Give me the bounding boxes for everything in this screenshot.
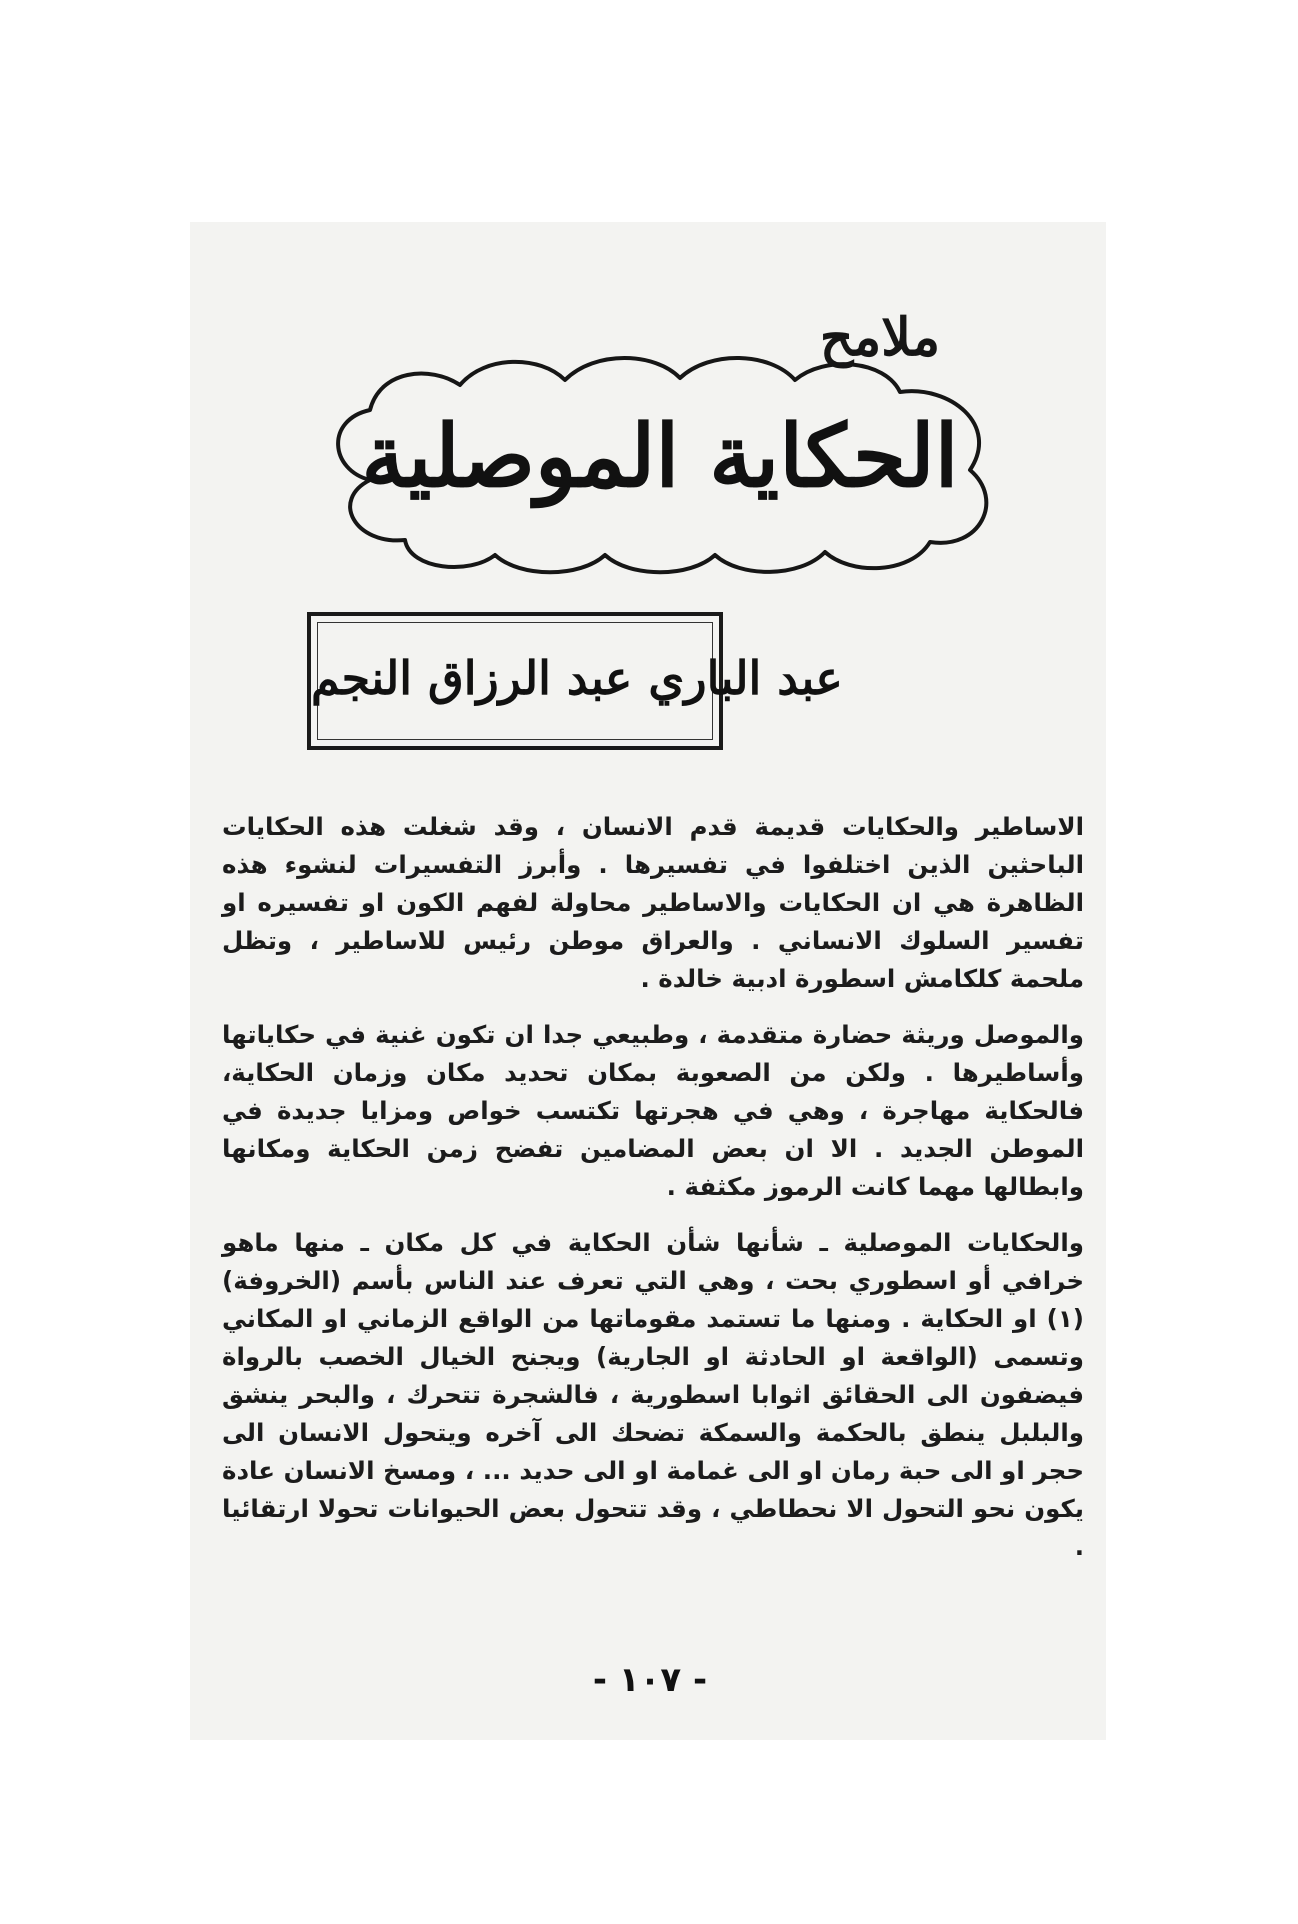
title-cloud (310, 330, 1010, 580)
paragraph-3: والحكايات الموصلية ـ شأنها شأن الحكاية في كل مكان ـ منها ماهو خرافي أو اسطوري بحت ، وهي التي تعرف عند الناس بأسم (الخروفة)(١) او الحكاية . ومنها ما تستمد مقوماتها من الواقع الزماني او المكاني وتسمى (الواقعة او الحادثة او الجارية) ويجنح الخيال الخصب بالرواة فيضفون الى الحقائق اثوابا اسطورية ، فالشجرة تتحرك ، والبحر ينشق والبلبل ينطق بالحكمة والسمكة تضحك الى آخره ويتحول الانسان الى حجر او الى حبة رمان او الى غمامة او الى حديد ... ، ومسخ الانسان عادة يكون نحو التحول الا نحطاطي ، وقد تتحول بعض الحيوانات تحولا ارتقائيا . (222, 1228, 1084, 1561)
title-top: ملامح (819, 307, 941, 368)
title-main: الحكاية الموصلية (361, 406, 959, 507)
author-box (307, 612, 843, 750)
paragraph-1: الاساطير والحكايات قديمة قدم الانسان ، وقد شغلت هذه الحكايات الباحثين الذين اختلفوا في تفسيرها . وأبرز التفسيرات لنشوء هذه الظاهرة هي ان الحكايات والاساطير محاولة لفهم الكون او تفسيره او تفسير السلوك الانساني . والعراق موطن رئيس للاساطير ، وتظل ملحمة كلكامش اسطورة ادبية خالدة . (222, 812, 1084, 993)
author-name: عبد الباري عبد الرزاق النجم (311, 651, 843, 705)
page-number: - ١٠٧ - (592, 1660, 708, 1700)
article-body (222, 808, 1084, 1566)
paragraph-2: والموصل وريثة حضارة متقدمة ، وطبيعي جدا ان تكون غنية في حكاياتها وأساطيرها . ولكن من الصعوبة بمكان تحديد مكان وزمان الحكاية، فالحكاية مهاجرة ، وهي في هجرتها تكتسب خواص ومزايا جديدة في الموطن الجديد . الا ان بعض المضامين تفضح زمن الحكاية ومكانها وابطالها مهما كانت الرموز مكثفة . (222, 1020, 1084, 1201)
